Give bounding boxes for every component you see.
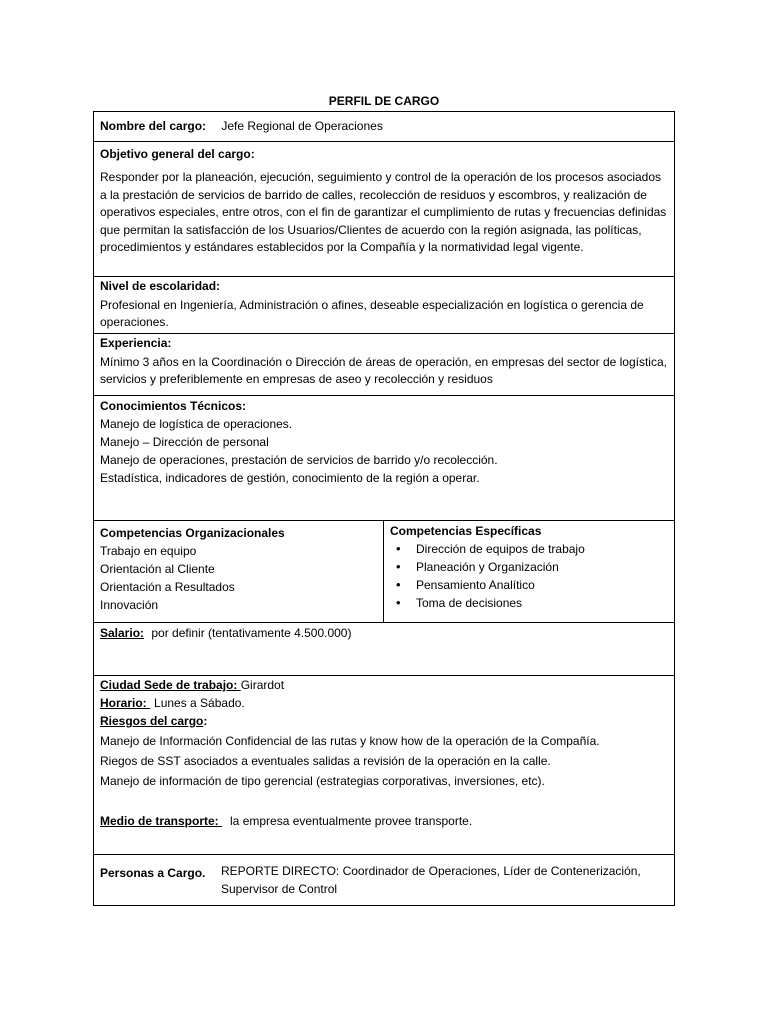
conocimientos-line: Manejo de logística de operaciones. bbox=[100, 417, 293, 431]
competencias-organizacionales bbox=[94, 524, 383, 614]
row-escolaridad bbox=[94, 277, 674, 331]
conocimientos-label: Conocimientos Técnicos: bbox=[100, 399, 247, 413]
document-title: PERFIL DE CARGO bbox=[328, 94, 440, 108]
row-divider bbox=[93, 395, 675, 396]
experiencia-label: Experiencia: bbox=[100, 336, 172, 350]
ciudad-value: Girardot bbox=[240, 678, 285, 692]
conocimientos-line: Manejo de operaciones, prestación de servicios de barrido y/o recolección. bbox=[100, 453, 498, 467]
personas-line: REPORTE DIRECTO: Coordinador de Operaciones, Líder de Contenerización, bbox=[221, 864, 641, 878]
escolaridad-label: Nivel de escolaridad: bbox=[100, 279, 221, 293]
horario-label: Horario: bbox=[100, 696, 151, 710]
objetivo-label: Objetivo general del cargo: bbox=[100, 147, 255, 161]
riesgo-line: Manejo de Información Confidencial de las rutas y know how de la operación de la Compañía. bbox=[100, 734, 600, 748]
competencia-esp-item: • Pensamiento Analítico bbox=[390, 576, 668, 594]
salario-label: Salario: bbox=[100, 626, 145, 640]
personas-line: Supervisor de Control bbox=[221, 882, 338, 896]
conocimientos-line: Estadística, indicadores de gestión, conocimiento de la región a operar. bbox=[100, 471, 480, 485]
competencia-esp-item: • Dirección de equipos de trabajo bbox=[390, 540, 668, 558]
riesgo-line: Manejo de información de tipo gerencial (estrategias corporativas, inversiones, etc). bbox=[100, 774, 545, 788]
row-condiciones bbox=[94, 676, 674, 830]
horario-value: Lunes a Sábado. bbox=[154, 696, 245, 710]
row-conocimientos bbox=[94, 397, 674, 487]
row-divider bbox=[93, 622, 675, 623]
row-divider bbox=[93, 141, 675, 142]
conocimientos-line: Manejo – Dirección de personal bbox=[100, 435, 269, 449]
competencias-org-label: Competencias Organizacionales bbox=[100, 526, 285, 540]
nombre-cargo-label: Nombre del cargo: bbox=[100, 119, 207, 133]
row-objetivo bbox=[94, 145, 674, 257]
competencia-org-item: Orientación a Resultados bbox=[100, 580, 235, 594]
competencia-esp-item: • Planeación y Organización bbox=[390, 558, 668, 576]
personas-label: Personas a Cargo. bbox=[100, 866, 206, 880]
competencia-org-item: Innovación bbox=[100, 598, 159, 612]
row-divider bbox=[93, 520, 675, 521]
escolaridad-text: Profesional en Ingeniería, Administración o afines, deseable especialización en logística o gerencia de operaciones. bbox=[100, 298, 644, 329]
riesgo-line: Riegos de SST asociados a eventuales salidas a revisión de la operación en la calle. bbox=[100, 754, 551, 768]
row-divider bbox=[93, 854, 675, 855]
competencia-org-item: Orientación al Cliente bbox=[100, 562, 215, 576]
objetivo-text: Responder por la planeación, ejecución, seguimiento y control de la operación de los procesos asociados a la prestación de servicios de barrido de calles, recolección de residuos y escombros, y realización de operativos especiales, entre otros, con el fin de garantizar el cumplimiento de rutas y frecuencias definidas que permitan la satisfacción de los Usuarios/Clientes de acuerdo con la región asignada, las políticas, procedimientos y estándares establecidos por la Compañía y la normatividad legal vigente. bbox=[100, 170, 667, 254]
ciudad-label: Ciudad Sede de trabajo: bbox=[100, 678, 241, 692]
riesgos-colon: : bbox=[203, 714, 208, 728]
nombre-cargo-value: Jefe Regional de Operaciones bbox=[221, 119, 383, 133]
competencias-esp-label: Competencias Específicas bbox=[390, 524, 542, 538]
experiencia-text: Mínimo 3 años en la Coordinación o Dirección de áreas de operación, en empresas del sector de logística, servicios y preferiblemente en empresas de aseo y recolección y residuos bbox=[100, 355, 667, 386]
personas-lines bbox=[221, 862, 641, 898]
competencias-esp-list bbox=[390, 540, 668, 612]
transporte-value: la empresa eventualmente provee transporte. bbox=[230, 814, 473, 828]
row-experiencia bbox=[94, 334, 674, 388]
transporte-label: Medio de transporte: bbox=[100, 814, 223, 828]
competencias-especificas bbox=[384, 522, 674, 612]
riesgos-label: Riesgos del cargo bbox=[100, 714, 204, 728]
row-nombre-cargo bbox=[94, 117, 674, 135]
row-salario bbox=[94, 624, 674, 642]
salario-value: por definir (tentativamente 4.500.000) bbox=[151, 626, 352, 640]
competencia-esp-item: • Toma de decisiones bbox=[390, 594, 668, 612]
competencia-org-item: Trabajo en equipo bbox=[100, 544, 197, 558]
